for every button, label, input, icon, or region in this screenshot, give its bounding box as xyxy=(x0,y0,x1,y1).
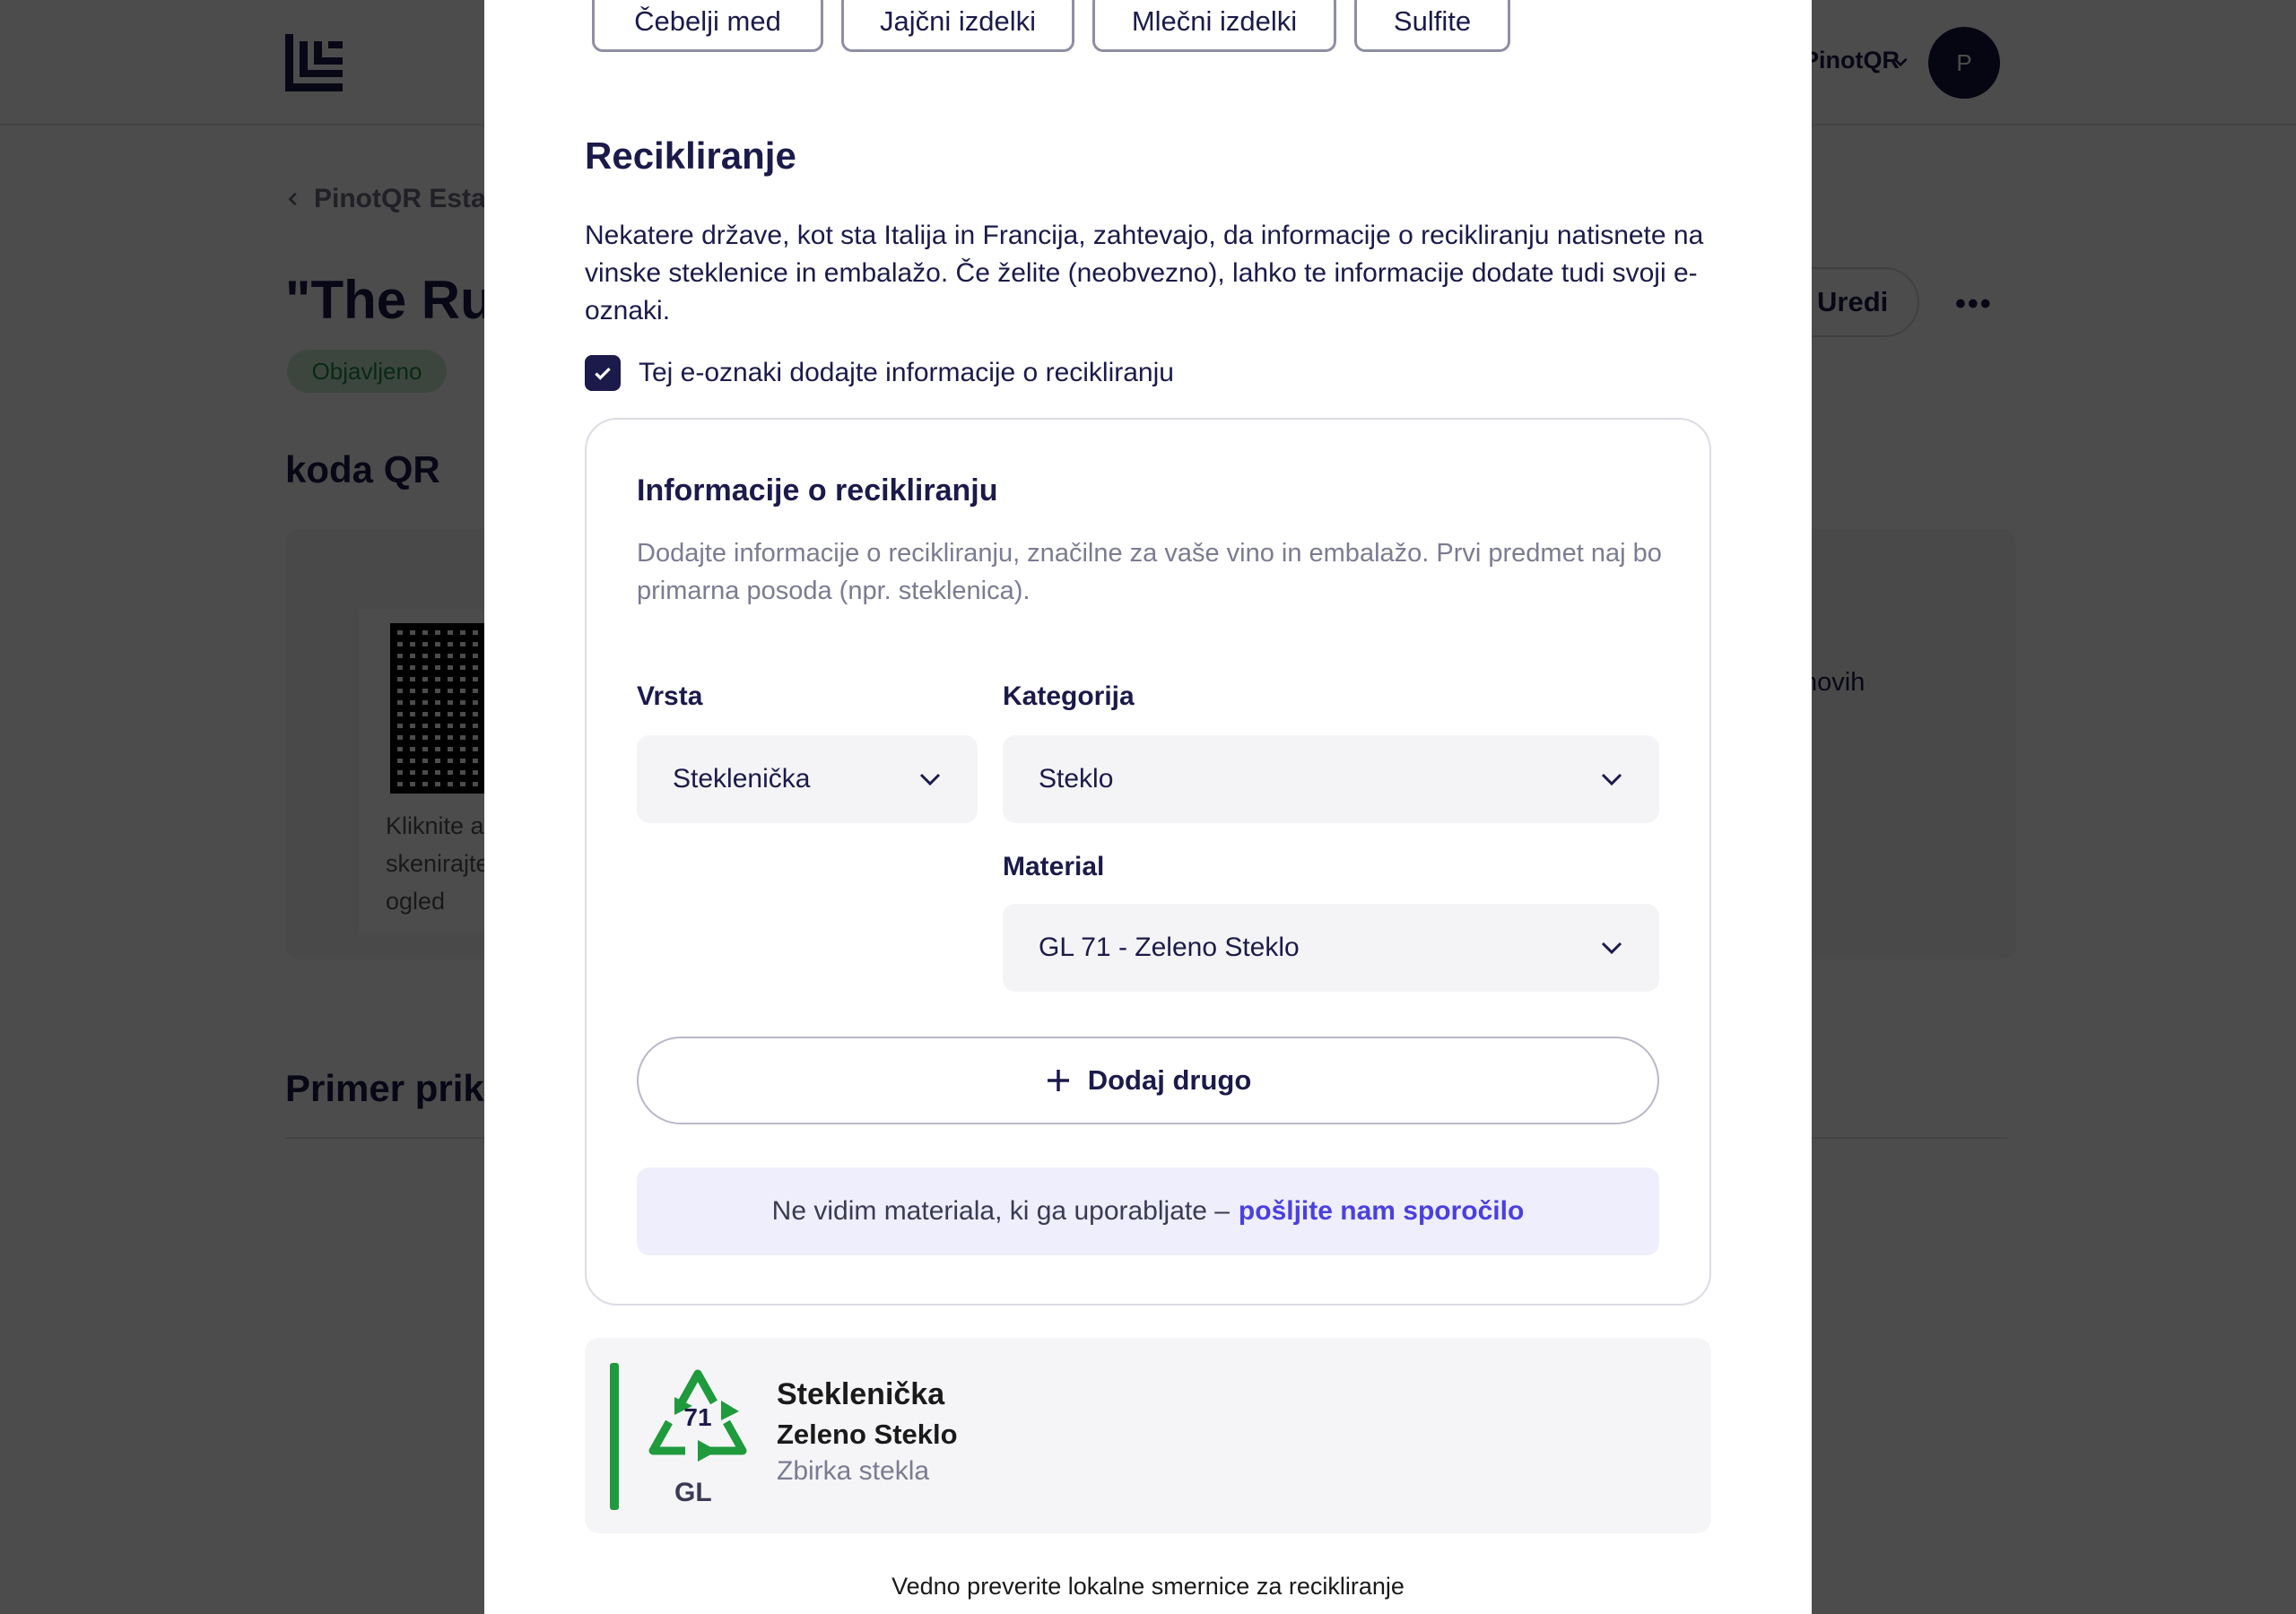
plus-icon xyxy=(1045,1067,1072,1094)
chip-sulfites[interactable]: Sulfite xyxy=(1354,0,1510,52)
recycling-info-card xyxy=(585,418,1711,1306)
add-another-button[interactable] xyxy=(637,1037,1659,1124)
card-title: Informacije o recikliranju xyxy=(637,473,998,508)
recycle-icon xyxy=(639,1361,757,1472)
type-label: Vrsta xyxy=(637,681,703,711)
type-select-value: Steklenička xyxy=(673,764,811,794)
chip-milk[interactable]: Mlečni izdelki xyxy=(1092,0,1336,52)
preview-material-name: Zeleno Steklo xyxy=(777,1419,958,1450)
recycle-code-letters: GL xyxy=(674,1478,712,1507)
contact-us-link[interactable]: pošljite nam sporočilo xyxy=(1238,1196,1525,1226)
chip-eggs[interactable]: Jajčni izdelki xyxy=(841,0,1074,52)
category-select-value: Steklo xyxy=(1039,764,1114,794)
recycling-checkbox-row[interactable] xyxy=(585,355,1174,391)
material-select-value: GL 71 - Zeleno Steklo xyxy=(1039,933,1300,962)
missing-material-notice xyxy=(637,1167,1659,1255)
chip-honey[interactable]: Čebelji med xyxy=(592,0,823,52)
preview-item-name: Steklenička xyxy=(777,1377,945,1411)
chevron-down-icon xyxy=(918,769,942,789)
material-select[interactable] xyxy=(1003,904,1659,992)
notice-text: Ne vidim materiala, ki ga uporabljate – xyxy=(771,1196,1230,1226)
category-label: Kategorija xyxy=(1003,681,1135,711)
preview-accent-bar xyxy=(610,1363,619,1510)
recycling-checkbox-label: Tej e-oznaki dodajte informacije o recikliranju xyxy=(639,358,1174,387)
recycling-preview xyxy=(585,1338,1711,1533)
recycle-code-number: 71 xyxy=(683,1403,712,1431)
recycling-description: Nekatere države, kot sta Italija in Francija, zahtevajo, da informacije o recikliranju natisnete na vinske steklenice in embalažo. Če želite (neobvezno), lahko te informacije dodate tudi svoji e-oznaki. xyxy=(585,221,1704,325)
allergen-chips xyxy=(592,0,1510,52)
recycling-checkbox[interactable] xyxy=(585,355,621,391)
card-description: Dodajte informacije o recikliranju, značilne za vaše vino in embalažo. Prvi predmet naj bo primarna posoda (npr. steklenica). xyxy=(637,539,1662,605)
preview-collection: Zbirka stekla xyxy=(777,1456,930,1486)
recycling-title: Recikliranje xyxy=(585,134,796,177)
category-select[interactable] xyxy=(1003,735,1659,823)
type-select[interactable] xyxy=(637,735,978,823)
add-another-label: Dodaj drugo xyxy=(1087,1064,1252,1096)
chevron-down-icon xyxy=(1600,769,1623,789)
material-label: Material xyxy=(1003,852,1105,881)
checkmark-icon xyxy=(591,361,614,385)
edit-label-modal xyxy=(484,0,1812,1614)
recycling-footnote: Vedno preverite lokalne smernice za recikliranje xyxy=(891,1573,1405,1600)
chevron-down-icon xyxy=(1600,938,1623,958)
